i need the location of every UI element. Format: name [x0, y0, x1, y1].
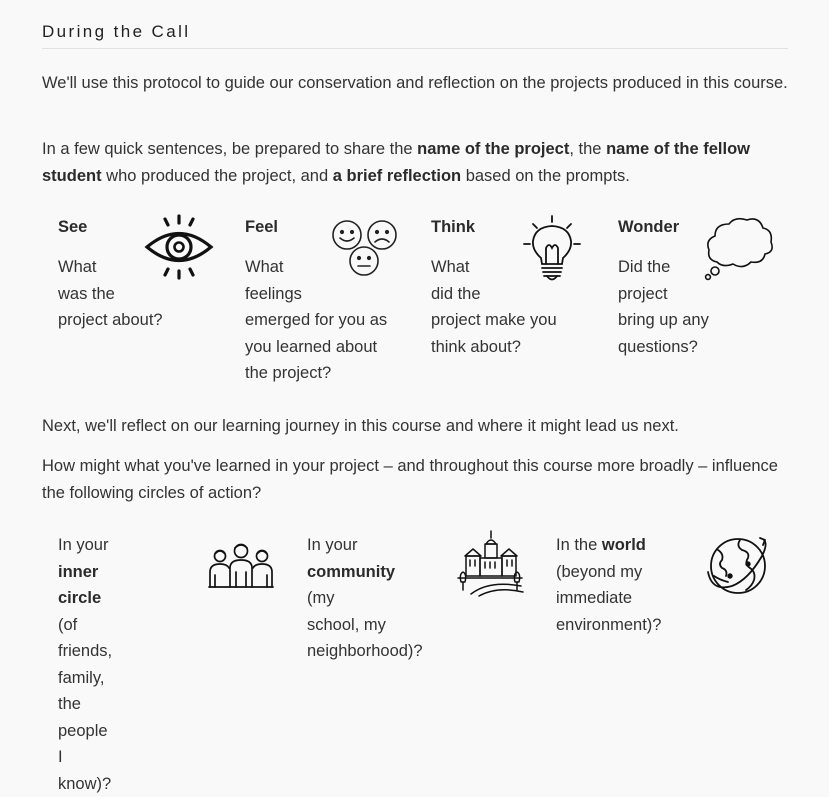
prompt-line: was the — [58, 281, 163, 308]
thought-bubble-icon — [703, 214, 775, 282]
circle-line-bold: circle — [58, 589, 101, 607]
prompt-line: the project? — [245, 360, 387, 387]
town-icon — [455, 530, 525, 598]
circle-line: immediate — [556, 585, 661, 612]
circle-line — [58, 585, 112, 665]
circle-line-text: In your — [58, 536, 108, 554]
share-text-4: based on the prompts. — [461, 167, 630, 185]
circle-line: environment)? — [556, 612, 661, 639]
circle-line: family, the — [58, 665, 112, 718]
circle-line: neighborhood)? — [307, 638, 423, 665]
circle-line-text: (my — [307, 589, 335, 607]
circle-line-bold: community — [307, 563, 395, 581]
circle-line: people I know)? — [58, 718, 112, 797]
prompt-line: questions? — [618, 334, 709, 361]
circle-community-text — [307, 532, 423, 665]
prompt-line: you learned about — [245, 334, 387, 361]
prompt-feel-title: Feel — [245, 214, 278, 240]
section-title: During the Call — [42, 22, 788, 49]
prompt-line: emerged for you as — [245, 307, 387, 334]
circle-line — [307, 532, 423, 559]
share-text-1: In a few quick sentences, be prepared to share the — [42, 140, 417, 158]
circle-world-text — [556, 532, 661, 638]
share-text-3: who produced the project, and — [102, 167, 333, 185]
prompt-wonder-title: Wonder — [618, 214, 679, 240]
lightbulb-icon — [519, 214, 585, 284]
group-of-people-icon — [207, 542, 275, 588]
prompt-wonder-text — [618, 254, 709, 360]
share-bold-student-name: name of the fellow student — [42, 140, 750, 185]
prompt-line: What — [431, 254, 557, 281]
circle-line-text: In the — [556, 536, 602, 554]
prompt-line: project — [618, 281, 709, 308]
circle-line: school, my — [307, 612, 423, 639]
circle-inner-text — [58, 532, 112, 797]
prompt-line: What — [58, 254, 163, 281]
circle-line-bold: world — [602, 536, 646, 554]
share-instructions-paragraph — [42, 136, 792, 189]
next-paragraph: Next, we'll reflect on our learning journey in this course and where it might lead us next. — [42, 413, 792, 440]
circle-line — [307, 559, 423, 612]
circle-line — [556, 559, 661, 586]
globe-icon — [706, 536, 772, 598]
prompt-line: Did the — [618, 254, 709, 281]
share-bold-reflection: a brief reflection — [333, 167, 461, 185]
circle-line-bold: inner — [58, 563, 98, 581]
prompt-line: project make you — [431, 307, 557, 334]
circle-line-text: In your — [307, 536, 357, 554]
share-text-2: , the — [569, 140, 606, 158]
prompt-line: feelings — [245, 281, 387, 308]
intro-paragraph: We'll use this protocol to guide our conservation and reflection on the projects produced in this course. — [42, 70, 792, 97]
prompt-see-title: See — [58, 214, 87, 240]
circle-line-text: (of friends, — [58, 616, 112, 661]
prompt-think-title: Think — [431, 214, 475, 240]
prompt-line: did the — [431, 281, 557, 308]
share-bold-project-name: name of the project — [417, 140, 569, 158]
emotion-faces-icon — [330, 218, 400, 278]
eye-icon — [144, 214, 214, 282]
question-paragraph: How might what you've learned in your project – and throughout this course more broadly – influence the following circles of action? — [42, 453, 782, 506]
circle-line-text: (beyond my — [556, 563, 642, 581]
prompt-line: project about? — [58, 307, 163, 334]
circle-line — [556, 532, 661, 559]
prompt-line: What — [245, 254, 387, 281]
prompt-line: bring up any — [618, 307, 709, 334]
circle-line — [58, 532, 112, 585]
prompt-line: think about? — [431, 334, 557, 361]
